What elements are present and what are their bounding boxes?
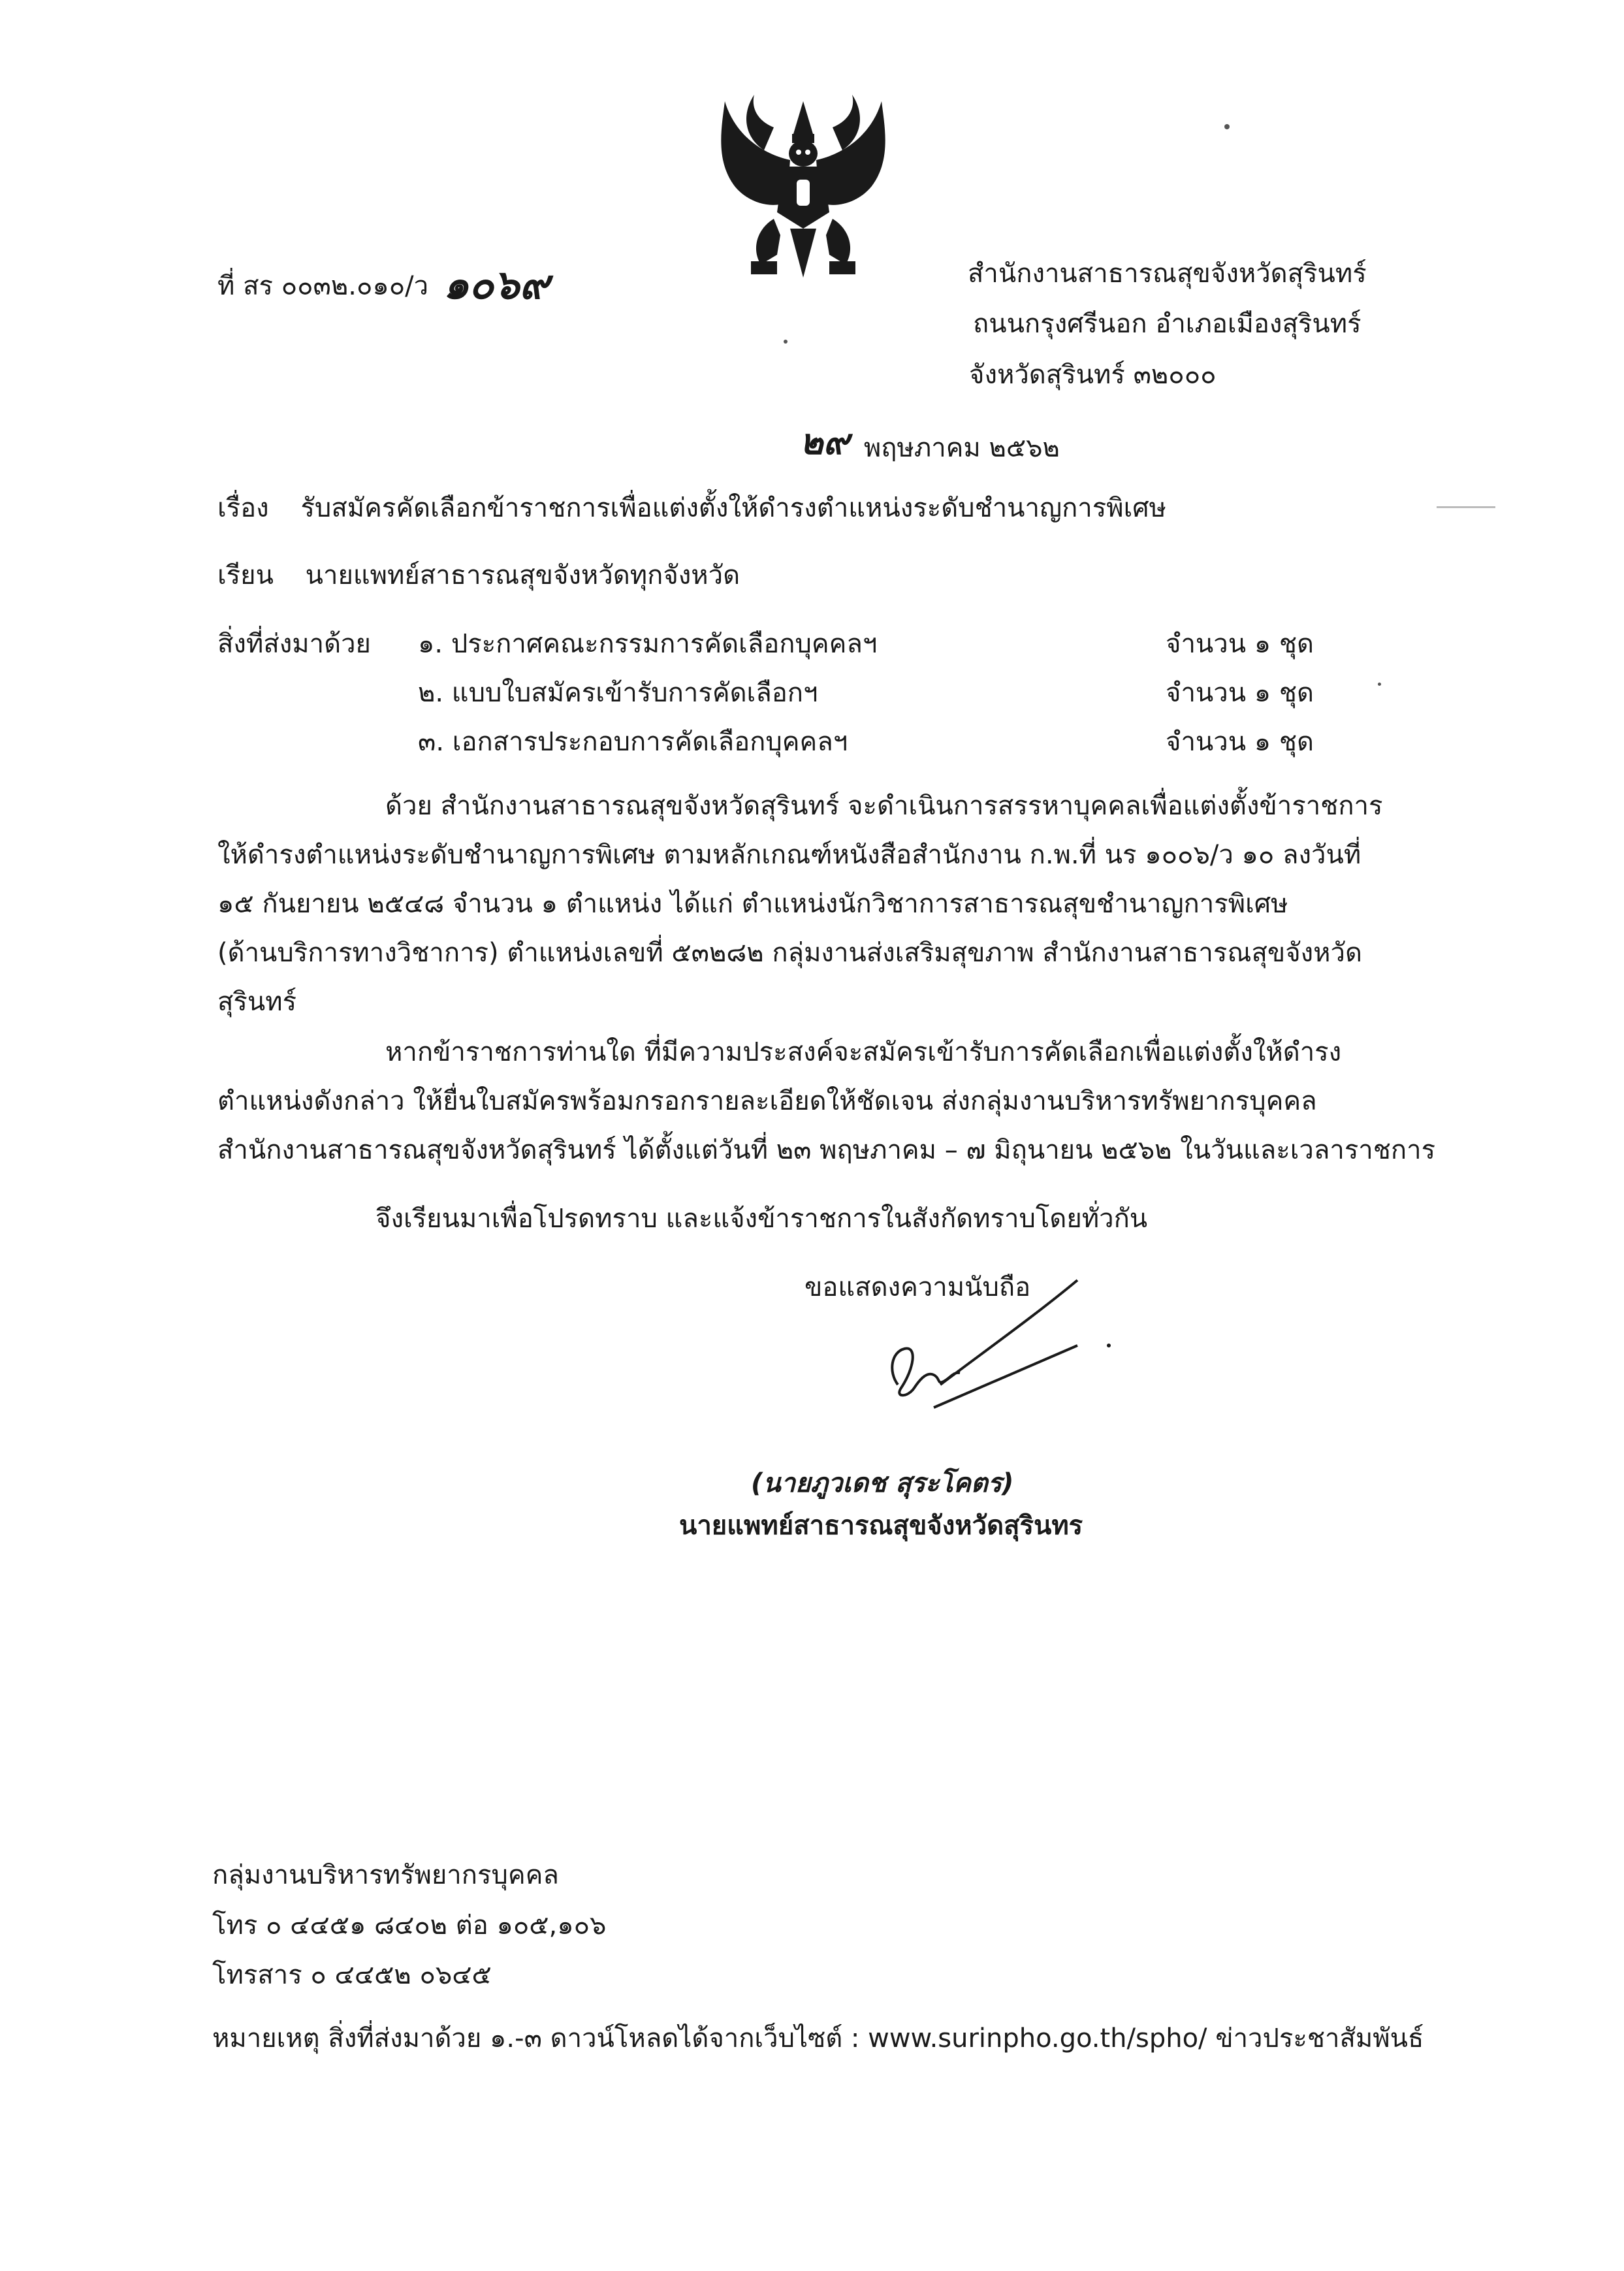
- recipient-line: [217, 558, 740, 592]
- office-line-1: สำนักงานสาธารณสุขจังหวัดสุรินทร์: [968, 259, 1367, 289]
- body-p3: จึงเรียนมาเพื่อโปรดทราบ และแจ้งข้าราชการในสังกัดทราบโดยทั่วกัน: [375, 1204, 1148, 1234]
- body-p1-line-2: ให้ดำรงตำแหน่งระดับชำนาญการพิเศษ ตามหลักเกณฑ์หนังสือสำนักงาน ก.พ.ที่ นร ๑๐๐๖/ว ๑๐ ลงวันที่: [217, 840, 1361, 870]
- enclosure-item: ๑. ประกาศคณะกรรมการคัดเลือกบุคคลฯ: [418, 629, 878, 659]
- date-day-handwritten: ๒๙: [800, 421, 850, 462]
- body-p1-line-1: ด้วย สำนักงานสาธารณสุขจังหวัดสุรินทร์ จะดำเนินการสรรหาบุคคลเพื่อแต่งตั้งข้าราชการ: [385, 791, 1383, 821]
- body-p1-line-4: (ด้านบริการทางวิชาการ) ตำแหน่งเลขที่ ๕๓๒๘๒ กลุ่มงานส่งเสริมสุขภาพ สำนักงานสาธารณสุขจังหวัด: [217, 938, 1362, 968]
- scan-streak: [1437, 506, 1495, 508]
- enclosure-qty: จำนวน ๑ ชุด: [1166, 727, 1314, 757]
- signer-name: (นายภูวเดช สุระโคตร): [751, 1468, 1014, 1498]
- subject-line: [217, 491, 1166, 525]
- body-p2-line-2: ตำแหน่งดังกล่าว ให้ยื่นใบสมัครพร้อมกรอกรายละเอียดให้ชัดเจน ส่งกลุ่มงานบริหารทรัพยากรบุคคล: [217, 1086, 1317, 1116]
- footer-phone: โทร ๐ ๔๔๕๑ ๘๔๐๒ ต่อ ๑๐๕,๑๐๖: [212, 1910, 607, 1941]
- enclosures-label: สิ่งที่ส่งมาด้วย: [217, 629, 371, 659]
- office-line-2: ถนนกรุงศรีนอก อำเภอเมืองสุรินทร์: [973, 309, 1361, 339]
- subject-label: เรื่อง: [217, 493, 269, 523]
- enclosure-qty: จำนวน ๑ ชุด: [1166, 678, 1314, 708]
- reference-number-handwritten: ๑๐๖๙: [443, 261, 549, 308]
- footer-department: กลุ่มงานบริหารทรัพยากรบุคคล: [212, 1860, 559, 1890]
- enclosure-item: ๓. เอกสารประกอบการคัดเลือกบุคคลฯ: [418, 727, 848, 757]
- body-p2-line-3: สำนักงานสาธารณสุขจังหวัดสุรินทร์ ได้ตั้งแต่วันที่ ๒๓ พฤษภาคม – ๗ มิถุนายน ๒๕๖๒ ในวันและเวลาราชการ: [217, 1135, 1436, 1165]
- scan-speck: [1224, 124, 1230, 129]
- subject-text: รับสมัครคัดเลือกข้าราชการเพื่อแต่งตั้งให้ดำรงตำแหน่งระดับชำนาญการพิเศษ: [300, 493, 1167, 523]
- signature-image: [862, 1274, 1123, 1430]
- signer-title: นายแพทย์สาธารณสุขจังหวัดสุรินทร: [679, 1511, 1083, 1541]
- garuda-emblem-icon: [695, 88, 911, 284]
- recipient-label: เรียน: [217, 560, 274, 590]
- body-p1-line-5: สุรินทร์: [217, 987, 297, 1017]
- reference-prefix: ที่ สร ๐๐๓๒.๐๑๐/ว: [217, 271, 429, 301]
- document-date: [800, 421, 1060, 467]
- body-p2-line-1: หากข้าราชการท่านใด ที่มีความประสงค์จะสมัครเข้ารับการคัดเลือกเพื่อแต่งตั้งให้ดำรง: [385, 1037, 1342, 1067]
- enclosure-qty: จำนวน ๑ ชุด: [1166, 629, 1314, 659]
- reference-number: [217, 258, 549, 308]
- recipient-text: นายแพทย์สาธารณสุขจังหวัดทุกจังหวัด: [305, 560, 740, 590]
- footer-fax: โทรสาร ๐ ๔๔๕๒ ๐๖๔๕: [212, 1960, 492, 1990]
- body-p1-line-3: ๑๕ กันยายน ๒๕๔๘ จำนวน ๑ ตำแหน่ง ได้แก่ ตำแหน่งนักวิชาการสาธารณสุขชำนาญการพิเศษ: [217, 889, 1288, 919]
- closing-text: ขอแสดงความนับถือ: [804, 1272, 1031, 1302]
- enclosure-item: ๒. แบบใบสมัครเข้ารับการคัดเลือกฯ: [418, 678, 818, 708]
- date-month-year: พฤษภาคม ๒๕๖๒: [863, 433, 1060, 463]
- scan-speck: [1378, 683, 1381, 686]
- footer-note: หมายเหตุ สิ่งที่ส่งมาด้วย ๑.-๓ ดาวน์โหลดได้จากเว็บไซต์ : www.surinpho.go.th/spho/ ข่าวประชาสัมพันธ์: [212, 2023, 1424, 2054]
- office-line-3: จังหวัดสุรินทร์ ๓๒๐๐๐: [969, 360, 1217, 390]
- scan-speck: [784, 340, 788, 344]
